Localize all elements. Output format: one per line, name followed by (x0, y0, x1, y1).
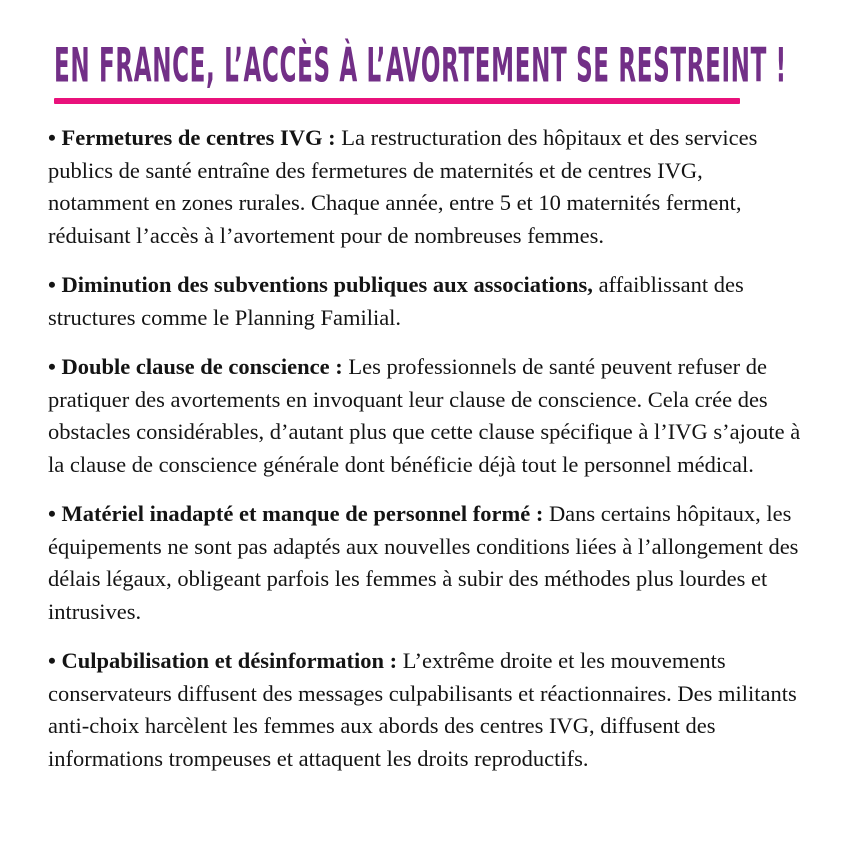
bullet-icon: • (48, 501, 56, 526)
bullet-text: Dans certains hôpitaux, les équipements ne sont pas adaptés aux nouvelles conditions liées à l’allongement des délais légaux, obligeant parfois les femmes à subir des méthodes plus lourdes et intrusives. (48, 501, 799, 624)
bullet-lead: Fermetures de centres IVG : (61, 125, 336, 150)
bullet-lead: Matériel inadapté et manque de personnel formé : (61, 501, 544, 526)
bullet-text: La restructuration des hôpitaux et des services publics de santé entraîne des fermetures de maternités et de centres IVG, notamment en zones rurales. Chaque année, entre 5 et 10 maternités ferment, réduisant l’accès à l’avortement pour de nombreuses femmes. (48, 125, 758, 248)
header (48, 40, 804, 104)
bullet-text: L’extrême droite et les mouvements conservateurs diffusent des messages culpabilisants et réactionnaires. Des militants anti-choix harcèlent les femmes aux abords des centres IVG, diffusent des informations trompeuses et attaquent les droits reproductifs. (48, 648, 797, 771)
bullet-paragraph (48, 498, 806, 628)
bullet-paragraph (48, 269, 806, 334)
bullet-paragraph (48, 645, 806, 775)
bullet-lead: Double clause de conscience : (61, 354, 343, 379)
bullet-icon: • (48, 272, 56, 297)
bullet-icon: • (48, 125, 56, 150)
bullet-lead: Diminution des subventions publiques aux associations, (61, 272, 593, 297)
bullet-text: affaiblissant des structures comme le Planning Familial. (48, 272, 744, 330)
bullet-icon: • (48, 354, 56, 379)
bullet-paragraph (48, 122, 806, 252)
bullet-icon: • (48, 648, 56, 673)
bullet-text: Les professionnels de santé peuvent refuser de pratiquer des avortements en invoquant leur clause de conscience. Cela crée des obstacles considérables, d’autant plus que cette clause spécifique à l’IVG s’ajoute à la clause de conscience générale dont bénéficie déjà tout le personnel médical. (48, 354, 801, 477)
page-title: EN FRANCE, L’ACCÈS À L’AVORTEMENT SE RESTREINT ! (54, 40, 787, 94)
content (48, 122, 806, 775)
bullet-lead: Culpabilisation et désinformation : (61, 648, 398, 673)
bullet-paragraph (48, 351, 806, 481)
